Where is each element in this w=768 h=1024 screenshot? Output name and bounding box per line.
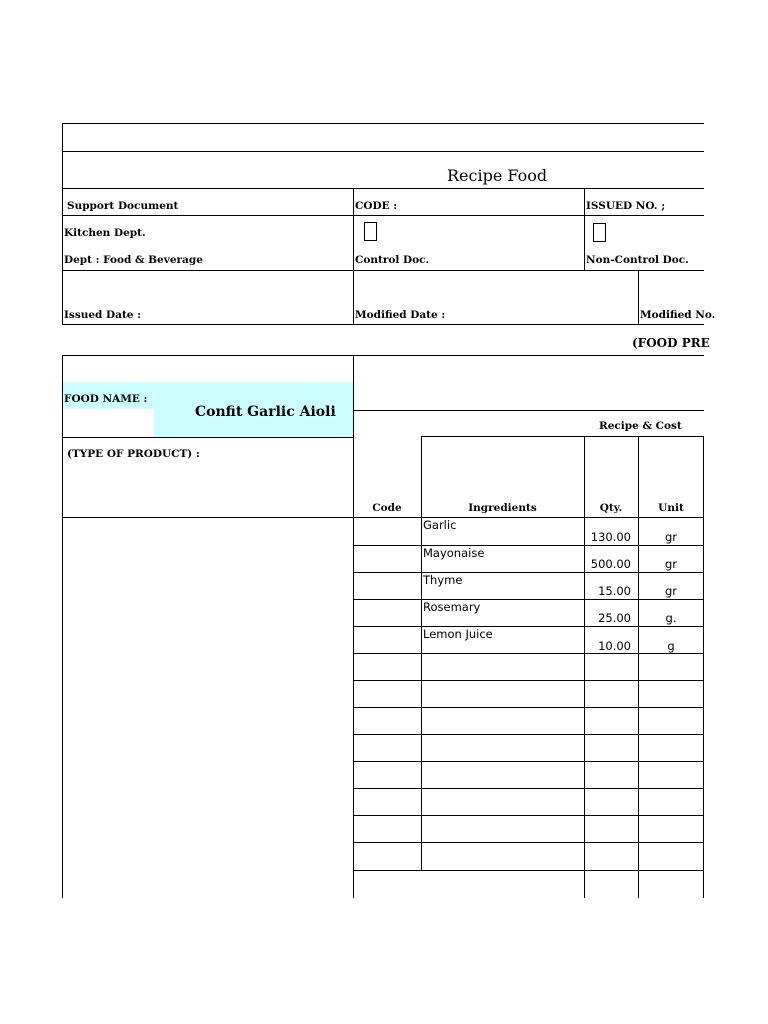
border-line (353, 545, 704, 546)
border-line (353, 842, 704, 843)
issued-date-label: Issued Date : (64, 309, 142, 321)
kitchen-dept-label: Kitchen Dept. (64, 227, 146, 239)
border-line (62, 324, 704, 325)
border-line (353, 734, 704, 735)
non-control-doc-label: Non-Control Doc. (586, 254, 689, 266)
column-header-ingredients: Ingredients (468, 502, 537, 514)
ingredient-cell: Thyme (423, 573, 463, 587)
issued-no-label: ISSUED NO. ; (586, 200, 666, 212)
modified-date-label: Modified Date : (355, 309, 446, 321)
border-line (62, 517, 704, 518)
control-doc-label: Control Doc. (355, 254, 430, 266)
border-line (584, 188, 585, 270)
border-line (353, 815, 704, 816)
recipe-cost-title: Recipe & Cost (599, 420, 682, 432)
qty-cell: 25.00 (598, 611, 631, 625)
column-header-qty: Qty. (599, 502, 623, 514)
border-line (62, 437, 353, 438)
border-line (353, 572, 704, 573)
document-title: Recipe Food (447, 166, 548, 185)
non-control-doc-checkbox[interactable] (593, 223, 606, 242)
unit-cell: gr (664, 530, 678, 544)
unit-cell: g (667, 639, 675, 653)
border-line (353, 188, 354, 324)
product-type-label: (TYPE OF PRODUCT) : (67, 448, 200, 460)
modified-no-label: Modified No. (640, 309, 716, 321)
support-document-label: Support Document (67, 200, 179, 212)
ingredient-cell: Rosemary (423, 600, 481, 614)
border-line (62, 123, 63, 324)
border-line (353, 761, 704, 762)
unit-cell: gr (664, 584, 678, 598)
control-doc-checkbox[interactable] (364, 222, 377, 241)
border-line (62, 270, 704, 271)
ingredient-cell: Mayonaise (423, 546, 485, 560)
ingredient-cell: Lemon Juice (423, 627, 493, 641)
code-label: CODE : (355, 200, 398, 212)
ingredient-cell: Garlic (423, 518, 457, 532)
border-line (62, 355, 704, 356)
border-line (638, 270, 639, 324)
border-line (62, 188, 704, 189)
qty-cell: 130.00 (590, 530, 631, 544)
border-line (353, 788, 704, 789)
qty-cell: 15.00 (598, 584, 631, 598)
food-name-value: Confit Garlic Aioli (195, 404, 336, 420)
dept-label: Dept : Food & Beverage (64, 254, 203, 266)
food-name-label: FOOD NAME : (64, 393, 148, 405)
border-line (353, 626, 704, 627)
border-line (62, 123, 704, 124)
food-name-gap (63, 409, 154, 437)
column-header-code: Code (372, 502, 402, 514)
qty-cell: 500.00 (590, 557, 631, 571)
border-line (353, 653, 704, 654)
border-line (353, 410, 704, 411)
border-line (62, 215, 704, 216)
section-title: (FOOD PRE (632, 336, 710, 350)
border-line (353, 707, 704, 708)
unit-cell: gr (664, 557, 678, 571)
border-line (353, 680, 704, 681)
border-line (62, 151, 704, 152)
border-line (421, 436, 704, 437)
border-line (353, 599, 704, 600)
qty-cell: 10.00 (598, 639, 631, 653)
unit-cell: g. (665, 611, 677, 625)
border-line (353, 870, 704, 871)
column-header-unit: Unit (658, 502, 684, 514)
